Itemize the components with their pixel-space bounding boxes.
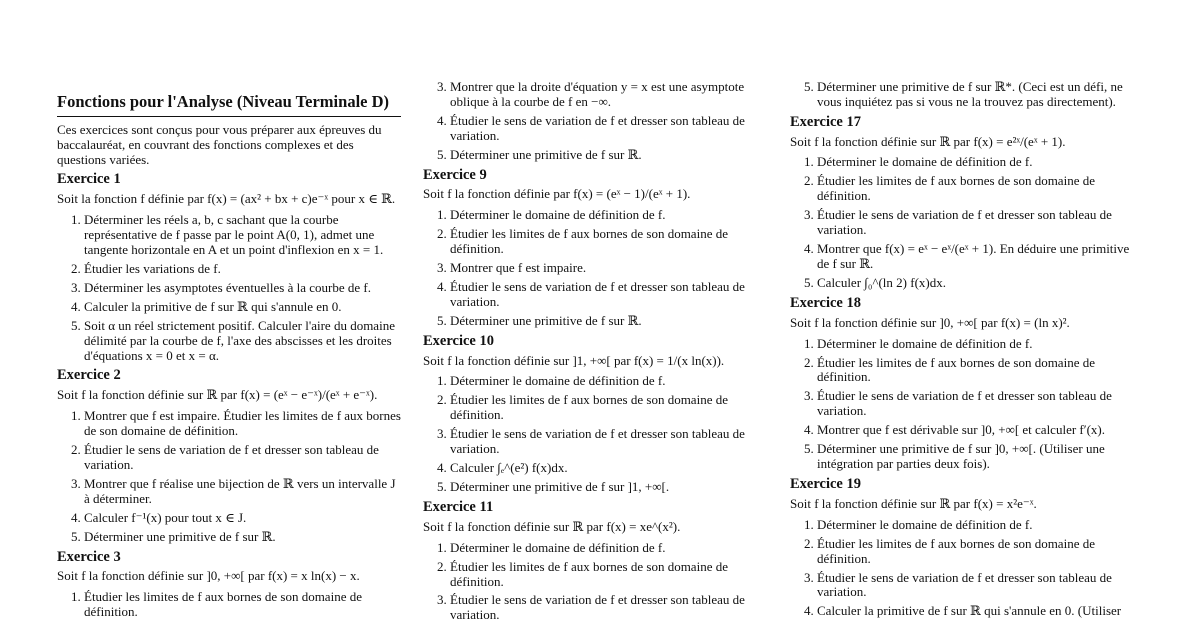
exercise-title: Exercice 2 (57, 367, 121, 384)
exercise-title: Exercice 19 (790, 476, 861, 493)
question-item: 1. Déterminer le domaine de définition de f. (450, 541, 767, 556)
question-list (790, 337, 1134, 473)
question-item: 3. Étudier le sens de variation de f et dresser son tableau de variation. (817, 208, 1134, 238)
question-item: 4. Calculer ∫ₑ^(e²) f(x)dx. (450, 461, 767, 476)
page-title: Fonctions pour l'Analyse (Niveau Terminale D) (57, 92, 401, 117)
question-item: 4. Montrer que f est dérivable sur ]0, +∞[ et calculer f′(x). (817, 423, 1134, 438)
exercise-statement: Soit f la fonction définie sur ]1, +∞[ par f(x) = 1/(x ln(x)). (423, 352, 725, 368)
question-item: 3. Étudier le sens de variation de f et dresser son tableau de variation. (817, 571, 1134, 601)
exercise-section (57, 171, 401, 363)
exercise-statement: Soit f la fonction définie sur ℝ par f(x) = xe^(x²). (423, 518, 681, 534)
question-item: 1. Montrer que f est impaire. Étudier les limites de f aux bornes de son domaine de définition. (84, 409, 401, 439)
exercise-statement: Soit f la fonction définie sur ℝ par f(x) = e²ˣ/(eˣ + 1). (790, 133, 1066, 149)
question-list (423, 374, 767, 495)
exercise-title: Exercice 10 (423, 332, 494, 349)
exercise-title: Exercice 17 (790, 113, 861, 130)
question-item: 5. Soit α un réel strictement positif. Calculer l'aire du domaine délimité par la courbe de f, l'axe des abscisses et les droites d'équations x = 0 et x = α. (84, 319, 401, 364)
question-item: 4. Calculer la primitive de f sur ℝ qui s'annule en 0. (84, 300, 401, 315)
question-item: 5. Déterminer une primitive de f sur ]0, +∞[. (Utiliser une intégration par parties deux fois). (817, 442, 1134, 472)
question-item: 2. Étudier les limites de f aux bornes de son domaine de définition. (817, 537, 1134, 567)
question-item: 1. Déterminer le domaine de définition de f. (817, 337, 1134, 352)
question-item: 3. Déterminer les asymptotes éventuelles à la courbe de f. (84, 281, 401, 296)
question-item: 3. Montrer que la droite d'équation y = x est une asymptote oblique à la courbe de f en −∞. (450, 80, 767, 110)
exercise-section (790, 114, 1134, 291)
exercise-title: Exercice 1 (57, 171, 121, 188)
exercise-title: Exercice 11 (423, 499, 494, 516)
exercise-section (423, 499, 767, 623)
question-item: 5. Déterminer une primitive de f sur ℝ. (450, 148, 767, 163)
question-item: 2. Étudier les limites de f aux bornes de son domaine de définition. (817, 356, 1134, 386)
exercise-statement: Soit f la fonction définie sur ℝ par f(x) = (eˣ − e⁻ˣ)/(eˣ + e⁻ˣ). (57, 387, 378, 403)
question-item: 2. Étudier les limites de f aux bornes de son domaine de définition. (817, 174, 1134, 204)
question-list (790, 518, 1134, 620)
question-item: 1. Déterminer le domaine de définition de f. (450, 374, 767, 389)
question-list-continued (790, 80, 1134, 110)
question-item: 4. Étudier le sens de variation de f et dresser son tableau de variation. (450, 114, 767, 144)
exercise-title: Exercice 3 (57, 548, 121, 565)
exercise-section (790, 295, 1134, 472)
question-item: 3. Étudier le sens de variation de f et dresser son tableau de variation. (817, 389, 1134, 419)
exercise-statement: Soit la fonction f définie par f(x) = (ax² + bx + c)e⁻ˣ pour x ∈ ℝ. (57, 191, 396, 207)
question-list (790, 155, 1134, 291)
question-item: 3. Étudier le sens de variation de f et dresser son tableau de variation. (450, 427, 767, 457)
question-item: 4. Étudier le sens de variation de f et dresser son tableau de variation. (450, 280, 767, 310)
question-item: 5. Déterminer une primitive de f sur ℝ*. (Ceci est un défi, ne vous inquiétez pas si vous ne la trouvez pas directement). (817, 80, 1134, 110)
question-item: 2. Étudier les variations de f. (84, 262, 401, 277)
question-item: 1. Déterminer le domaine de définition de f. (817, 518, 1134, 533)
exercise-statement: Soit f la fonction définie par f(x) = (eˣ − 1)/(eˣ + 1). (423, 186, 691, 202)
question-list (423, 208, 767, 329)
exercise-section (423, 167, 767, 329)
question-item: 3. Montrer que f est impaire. (450, 261, 767, 276)
exercise-statement: Soit f la fonction définie sur ]0, +∞[ par f(x) = (ln x)². (790, 314, 1070, 330)
question-item: 4. Calculer f⁻¹(x) pour tout x ∈ J. (84, 511, 401, 526)
question-item: 3. Montrer que f réalise une bijection de ℝ vers un intervalle J à déterminer. (84, 477, 401, 507)
question-list (57, 409, 401, 545)
question-item: 2. Étudier les limites de f aux bornes de son domaine de définition. (450, 560, 767, 590)
exercise-title: Exercice 9 (423, 166, 487, 183)
question-item: 5. Déterminer une primitive de f sur ℝ. (450, 314, 767, 329)
exercise-statement: Soit f la fonction définie sur ℝ par f(x) = x²e⁻ˣ. (790, 495, 1037, 511)
question-item: 5. Calculer ∫₀^(ln 2) f(x)dx. (817, 276, 1134, 291)
question-list-continued (423, 80, 767, 163)
exercise-section (423, 333, 767, 495)
question-item: 1. Déterminer le domaine de définition de f. (817, 155, 1134, 170)
column-middle (423, 80, 767, 626)
question-item: 2. Étudier les limites de f aux bornes de son domaine de définition. (450, 393, 767, 423)
question-item: 2. Étudier le sens de variation de f et dresser son tableau de variation. (84, 443, 401, 473)
question-list (57, 590, 401, 620)
intro-paragraph: Ces exercices sont conçus pour vous préparer aux épreuves du baccalauréat, en couvrant des fonctions complexes et des questions variées. (57, 121, 382, 167)
exercise-section (57, 549, 401, 620)
question-item: 4. Calculer la primitive de f sur ℝ qui s'annule en 0. (Utiliser (817, 604, 1134, 619)
question-item: 1. Déterminer les réels a, b, c sachant que la courbe représentative de f passe par le point A(0, 1), admet une tangente horizontale en A et un point d'inflexion en x = 1. (84, 213, 401, 258)
column-right (790, 80, 1134, 623)
column-left (57, 92, 401, 624)
question-item: 3. Étudier le sens de variation de f et dresser son tableau de variation. (450, 593, 767, 623)
exercise-section (57, 367, 401, 544)
question-item: 5. Déterminer une primitive de f sur ℝ. (84, 530, 401, 545)
question-item: 2. Étudier les limites de f aux bornes de son domaine de définition. (450, 227, 767, 257)
question-item: 1. Déterminer le domaine de définition de f. (450, 208, 767, 223)
question-item: 1. Étudier les limites de f aux bornes de son domaine de définition. (84, 590, 401, 620)
question-list (57, 213, 401, 363)
question-item: 5. Déterminer une primitive de f sur ]1, +∞[. (450, 480, 767, 495)
exercise-section (790, 476, 1134, 619)
question-list (423, 541, 767, 624)
exercise-statement: Soit f la fonction définie sur ]0, +∞[ par f(x) = x ln(x) − x. (57, 568, 360, 584)
question-item: 4. Montrer que f(x) = eˣ − eˣ/(eˣ + 1). En déduire une primitive de f sur ℝ. (817, 242, 1134, 272)
exercise-title: Exercice 18 (790, 294, 861, 311)
